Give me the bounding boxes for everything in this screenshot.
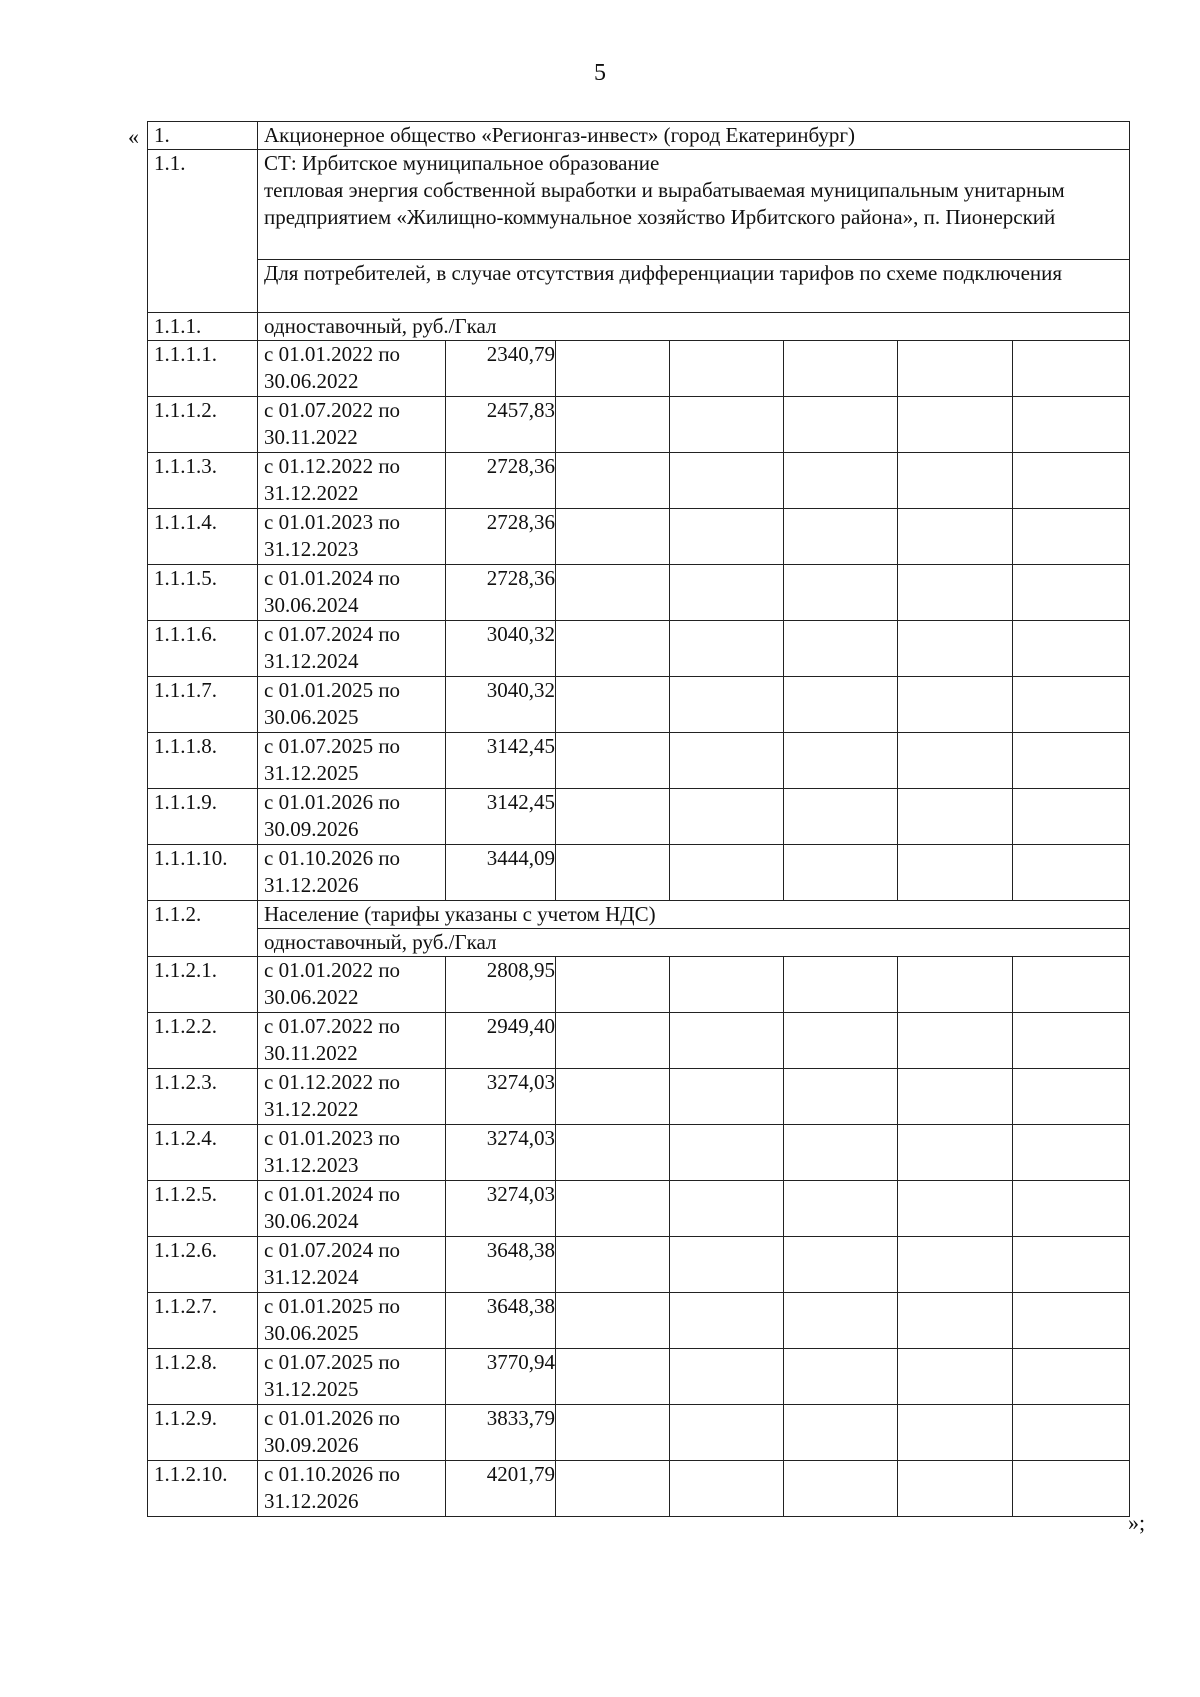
row-period: с 01.10.2026 по 31.12.2026 — [258, 1461, 446, 1517]
tariff-row — [148, 1069, 1130, 1125]
row-number: 1.1.1.7. — [148, 677, 258, 733]
row-period: с 01.01.2022 по 30.06.2022 — [258, 957, 446, 1013]
row-value: 3648,38 — [446, 1237, 556, 1293]
row-period: с 01.01.2024 по 30.06.2024 — [258, 1181, 446, 1237]
tariff-row — [148, 341, 1130, 397]
tariff-row — [148, 677, 1130, 733]
empty-cell — [556, 621, 670, 677]
empty-cell — [784, 565, 898, 621]
row-number: 1.1.1.4. — [148, 509, 258, 565]
empty-cell — [556, 1349, 670, 1405]
row-number: 1.1.1.10. — [148, 845, 258, 901]
row-period: с 01.01.2026 по 30.09.2026 — [258, 789, 446, 845]
page-number: 5 — [594, 60, 606, 86]
row-number: 1.1.2.7. — [148, 1293, 258, 1349]
row-period: с 01.07.2025 по 31.12.2025 — [258, 1349, 446, 1405]
empty-cell — [784, 1125, 898, 1181]
empty-cell — [670, 621, 784, 677]
empty-cell — [556, 789, 670, 845]
empty-cell — [784, 733, 898, 789]
row-period: с 01.01.2024 по 30.06.2024 — [258, 565, 446, 621]
empty-cell — [898, 1069, 1013, 1125]
empty-cell — [784, 1293, 898, 1349]
row-value: 2949,40 — [446, 1013, 556, 1069]
empty-cell — [898, 621, 1013, 677]
group2-header-row — [148, 901, 1130, 929]
empty-cell — [670, 565, 784, 621]
row-value: 3274,03 — [446, 1181, 556, 1237]
empty-cell — [556, 1405, 670, 1461]
empty-cell — [898, 677, 1013, 733]
empty-cell — [556, 1125, 670, 1181]
empty-cell — [898, 397, 1013, 453]
tariff-row — [148, 397, 1130, 453]
empty-cell — [784, 1237, 898, 1293]
group1-number: 1.1.1. — [148, 313, 258, 341]
row-period: с 01.07.2022 по 30.11.2022 — [258, 1013, 446, 1069]
tariff-row — [148, 565, 1130, 621]
closing-quote: »; — [1128, 1510, 1146, 1535]
group2-label: одноставочный, руб./Гкал — [258, 929, 1130, 957]
empty-cell — [556, 677, 670, 733]
tariff-row — [148, 1293, 1130, 1349]
tariff-table — [147, 121, 1130, 1517]
row-value: 2457,83 — [446, 397, 556, 453]
empty-cell — [670, 1237, 784, 1293]
row-value: 3274,03 — [446, 1125, 556, 1181]
row-value: 3040,32 — [446, 621, 556, 677]
row-period: с 01.01.2026 по 30.09.2026 — [258, 1405, 446, 1461]
subsection-note: Для потребителей, в случае отсутствия дифференциации тарифов по схеме подключения — [258, 260, 1130, 313]
tariff-row — [148, 1013, 1130, 1069]
empty-cell — [670, 1461, 784, 1517]
row-value: 3770,94 — [446, 1349, 556, 1405]
empty-cell — [898, 733, 1013, 789]
tariff-row — [148, 1405, 1130, 1461]
empty-cell — [1013, 1125, 1130, 1181]
empty-cell — [556, 1461, 670, 1517]
empty-cell — [898, 1013, 1013, 1069]
empty-cell — [1013, 1069, 1130, 1125]
empty-cell — [670, 1293, 784, 1349]
row-period: с 01.07.2024 по 31.12.2024 — [258, 621, 446, 677]
row-number: 1.1.1.5. — [148, 565, 258, 621]
row-value: 2728,36 — [446, 509, 556, 565]
row-number: 1.1.2.2. — [148, 1013, 258, 1069]
row-value: 2728,36 — [446, 453, 556, 509]
row-value: 4201,79 — [446, 1461, 556, 1517]
empty-cell — [784, 509, 898, 565]
row-value: 2728,36 — [446, 565, 556, 621]
row-value: 2808,95 — [446, 957, 556, 1013]
empty-cell — [1013, 509, 1130, 565]
empty-cell — [898, 789, 1013, 845]
empty-cell — [1013, 565, 1130, 621]
group2-number: 1.1.2. — [148, 901, 258, 957]
empty-cell — [784, 845, 898, 901]
empty-cell — [556, 1181, 670, 1237]
empty-cell — [1013, 733, 1130, 789]
empty-cell — [670, 733, 784, 789]
empty-cell — [898, 1181, 1013, 1237]
group2-label-row — [148, 929, 1130, 957]
row-number: 1.1.1.2. — [148, 397, 258, 453]
empty-cell — [1013, 397, 1130, 453]
row-number: 1.1.1.8. — [148, 733, 258, 789]
empty-cell — [784, 341, 898, 397]
empty-cell — [556, 341, 670, 397]
empty-cell — [670, 957, 784, 1013]
subsection-row — [148, 150, 1130, 260]
empty-cell — [784, 621, 898, 677]
row-period: с 01.12.2022 по 31.12.2022 — [258, 1069, 446, 1125]
empty-cell — [1013, 1349, 1130, 1405]
group1-label: одноставочный, руб./Гкал — [258, 313, 1130, 341]
empty-cell — [556, 1237, 670, 1293]
section-number: 1. — [148, 122, 258, 150]
row-number: 1.1.2.4. — [148, 1125, 258, 1181]
row-number: 1.1.2.10. — [148, 1461, 258, 1517]
tariff-row — [148, 733, 1130, 789]
empty-cell — [556, 845, 670, 901]
empty-cell — [670, 1013, 784, 1069]
empty-cell — [670, 1349, 784, 1405]
row-number: 1.1.1.9. — [148, 789, 258, 845]
row-period: с 01.07.2024 по 31.12.2024 — [258, 1237, 446, 1293]
opening-quote: « — [128, 124, 139, 149]
empty-cell — [784, 1405, 898, 1461]
empty-cell — [670, 1125, 784, 1181]
subsection-title: СТ: Ирбитское муниципальное образование тепловая энергия собственной выработки и вырабатываемая муниципальным унитарным предприятием «Жилищно-коммунальное хозяйство Ирбитского района», п. Пионерский — [258, 150, 1130, 260]
row-value: 3833,79 — [446, 1405, 556, 1461]
empty-cell — [670, 509, 784, 565]
empty-cell — [898, 957, 1013, 1013]
row-value: 3142,45 — [446, 733, 556, 789]
row-number: 1.1.1.1. — [148, 341, 258, 397]
empty-cell — [1013, 957, 1130, 1013]
group1-header-row — [148, 313, 1130, 341]
empty-cell — [1013, 1405, 1130, 1461]
empty-cell — [898, 1125, 1013, 1181]
empty-cell — [898, 1349, 1013, 1405]
empty-cell — [784, 1181, 898, 1237]
empty-cell — [784, 453, 898, 509]
empty-cell — [556, 733, 670, 789]
empty-cell — [670, 1405, 784, 1461]
empty-cell — [556, 509, 670, 565]
empty-cell — [784, 1069, 898, 1125]
tariff-row — [148, 1125, 1130, 1181]
empty-cell — [898, 1405, 1013, 1461]
empty-cell — [898, 1293, 1013, 1349]
empty-cell — [898, 1237, 1013, 1293]
section-row — [148, 122, 1130, 150]
empty-cell — [556, 1293, 670, 1349]
tariff-row — [148, 1181, 1130, 1237]
empty-cell — [670, 677, 784, 733]
section-title: Акционерное общество «Регионгаз-инвест» (город Екатеринбург) — [258, 122, 1130, 150]
row-period: с 01.01.2023 по 31.12.2023 — [258, 509, 446, 565]
empty-cell — [898, 453, 1013, 509]
empty-cell — [556, 1013, 670, 1069]
empty-cell — [1013, 1237, 1130, 1293]
row-period: с 01.07.2022 по 30.11.2022 — [258, 397, 446, 453]
tariff-row — [148, 1237, 1130, 1293]
row-number: 1.1.2.8. — [148, 1349, 258, 1405]
row-value: 3274,03 — [446, 1069, 556, 1125]
empty-cell — [670, 341, 784, 397]
empty-cell — [1013, 1013, 1130, 1069]
row-value: 2340,79 — [446, 341, 556, 397]
group2-title: Население (тарифы указаны с учетом НДС) — [258, 901, 1130, 929]
empty-cell — [784, 789, 898, 845]
empty-cell — [1013, 1461, 1130, 1517]
row-number: 1.1.2.1. — [148, 957, 258, 1013]
row-period: с 01.01.2022 по 30.06.2022 — [258, 341, 446, 397]
empty-cell — [1013, 621, 1130, 677]
empty-cell — [784, 1461, 898, 1517]
tariff-row — [148, 957, 1130, 1013]
subsection-note-row — [148, 260, 1130, 313]
row-period: с 01.01.2025 по 30.06.2025 — [258, 677, 446, 733]
empty-cell — [670, 1069, 784, 1125]
row-period: с 01.01.2025 по 30.06.2025 — [258, 1293, 446, 1349]
empty-cell — [670, 397, 784, 453]
tariff-row — [148, 509, 1130, 565]
row-value: 3648,38 — [446, 1293, 556, 1349]
empty-cell — [898, 509, 1013, 565]
row-number: 1.1.1.6. — [148, 621, 258, 677]
empty-cell — [556, 453, 670, 509]
tariff-row — [148, 789, 1130, 845]
empty-cell — [1013, 453, 1130, 509]
empty-cell — [670, 789, 784, 845]
tariff-row — [148, 845, 1130, 901]
empty-cell — [556, 565, 670, 621]
empty-cell — [784, 1013, 898, 1069]
row-number: 1.1.1.3. — [148, 453, 258, 509]
empty-cell — [1013, 789, 1130, 845]
row-number: 1.1.2.9. — [148, 1405, 258, 1461]
row-period: с 01.10.2026 по 31.12.2026 — [258, 845, 446, 901]
empty-cell — [1013, 845, 1130, 901]
empty-cell — [1013, 1181, 1130, 1237]
empty-cell — [784, 677, 898, 733]
empty-cell — [784, 957, 898, 1013]
empty-cell — [1013, 677, 1130, 733]
empty-cell — [898, 341, 1013, 397]
tariff-row — [148, 1349, 1130, 1405]
empty-cell — [1013, 341, 1130, 397]
row-period: с 01.01.2023 по 31.12.2023 — [258, 1125, 446, 1181]
empty-cell — [1013, 1293, 1130, 1349]
empty-cell — [784, 1349, 898, 1405]
row-number: 1.1.2.3. — [148, 1069, 258, 1125]
row-value: 3040,32 — [446, 677, 556, 733]
subsection-number: 1.1. — [148, 150, 258, 313]
empty-cell — [556, 1069, 670, 1125]
row-period: с 01.12.2022 по 31.12.2022 — [258, 453, 446, 509]
row-period: с 01.07.2025 по 31.12.2025 — [258, 733, 446, 789]
empty-cell — [670, 1181, 784, 1237]
tariff-row — [148, 1461, 1130, 1517]
empty-cell — [784, 397, 898, 453]
empty-cell — [556, 957, 670, 1013]
empty-cell — [898, 1461, 1013, 1517]
row-value: 3142,45 — [446, 789, 556, 845]
row-value: 3444,09 — [446, 845, 556, 901]
empty-cell — [670, 453, 784, 509]
tariff-row — [148, 621, 1130, 677]
empty-cell — [556, 397, 670, 453]
empty-cell — [898, 565, 1013, 621]
empty-cell — [670, 845, 784, 901]
row-number: 1.1.2.5. — [148, 1181, 258, 1237]
empty-cell — [898, 845, 1013, 901]
tariff-row — [148, 453, 1130, 509]
row-number: 1.1.2.6. — [148, 1237, 258, 1293]
